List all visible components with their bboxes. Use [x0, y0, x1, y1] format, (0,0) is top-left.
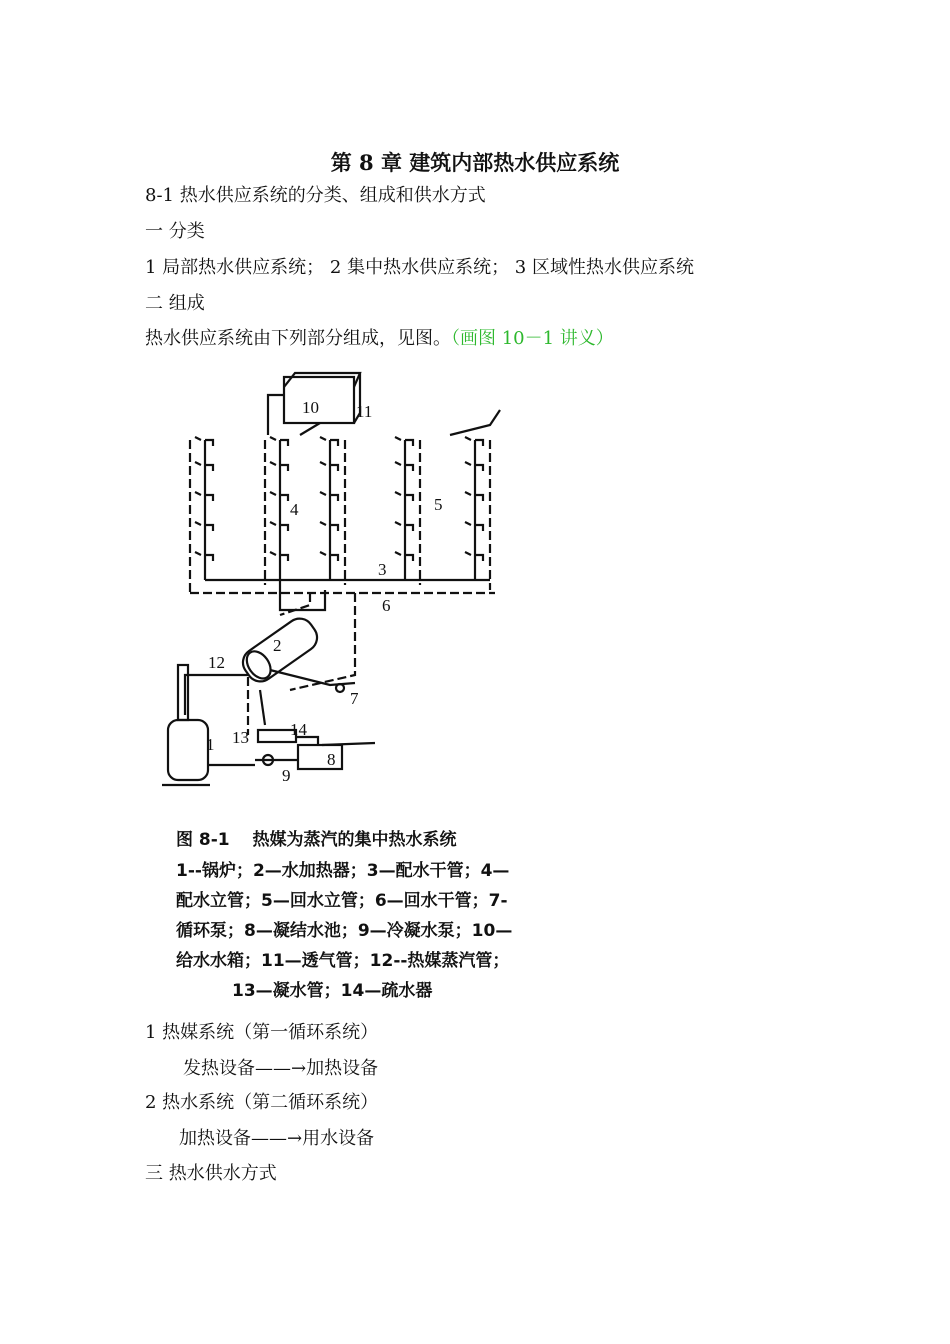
label-6: 6	[382, 596, 391, 615]
label-10: 10	[302, 398, 319, 417]
heat-medium-system: 1 热媒系统（第一循环系统）	[145, 1022, 379, 1043]
figure-caption-line-4: 给水水箱；11—透气管；12--热媒蒸汽管；	[176, 951, 510, 971]
label-7: 7	[350, 689, 359, 708]
hot-water-flow: 加热设备——→用水设备	[179, 1128, 375, 1149]
boiler-1-shape	[168, 720, 208, 780]
label-11: 11	[356, 402, 373, 421]
label-4: 4	[290, 500, 299, 519]
figure-caption-line-1: 1--锅炉；2—水加热器；3—配水干管；4—	[176, 861, 510, 881]
overflow-pipe	[322, 743, 375, 745]
figure-caption-line-5: 13—凝水管；14—疏水器	[232, 981, 433, 1001]
label-14: 14	[290, 720, 307, 739]
section-heading: 8-1 热水供应系统的分类、组成和供水方式	[145, 185, 486, 206]
hot-water-system: 2 热水系统（第二循环系统）	[145, 1092, 379, 1113]
drawing-note: （画图 10－1 讲义）	[451, 328, 614, 349]
tank-feed-pipe	[268, 395, 284, 435]
label-2: 2	[273, 636, 282, 655]
composition-sentence: 热水供应系统由下列部分组成，见图。	[145, 328, 451, 349]
tank-top	[284, 373, 360, 387]
heater-drain-pipe	[260, 690, 265, 725]
subsection-supply-mode: 三 热水供水方式	[145, 1163, 277, 1184]
top-right-pipe	[450, 410, 500, 435]
water-tank-shape	[284, 377, 354, 423]
figure-caption-line-3: 循环泵；8—凝结水池；9—冷凝水泵；10—	[176, 921, 513, 941]
tank-outlet-pipe	[300, 423, 320, 435]
heater-return-pipe	[280, 593, 310, 615]
subsection-composition: 二 组成	[145, 293, 205, 314]
subsection-classification: 一 分类	[145, 221, 205, 242]
figure-caption-line-2: 配水立管；5—回水立管；6—回水干管；7-	[176, 891, 508, 911]
label-3: 3	[378, 560, 387, 579]
boiler-chimney	[178, 665, 188, 720]
chapter-title: 第 8 章 建筑内部热水供应系统	[330, 150, 620, 175]
label-8: 8	[327, 750, 336, 769]
label-5: 5	[434, 495, 443, 514]
label-13: 13	[232, 728, 249, 747]
label-12: 12	[208, 653, 225, 672]
classification-list: 1 局部热水供应系统； 2 集中热水供应系统； 3 区域性热水供应系统	[145, 257, 694, 278]
steam-pipe-12	[185, 675, 248, 715]
figure-caption-title: 图 8-1 热媒为蒸汽的集中热水系统	[176, 830, 457, 850]
label-1: 1	[206, 735, 215, 754]
label-9: 9	[282, 766, 291, 785]
heater-supply-pipe	[280, 580, 325, 610]
return-to-pump	[290, 593, 355, 690]
composition-text	[145, 328, 614, 350]
heat-medium-flow: 发热设备——→加热设备	[183, 1058, 379, 1079]
hot-water-system-diagram	[150, 365, 530, 805]
